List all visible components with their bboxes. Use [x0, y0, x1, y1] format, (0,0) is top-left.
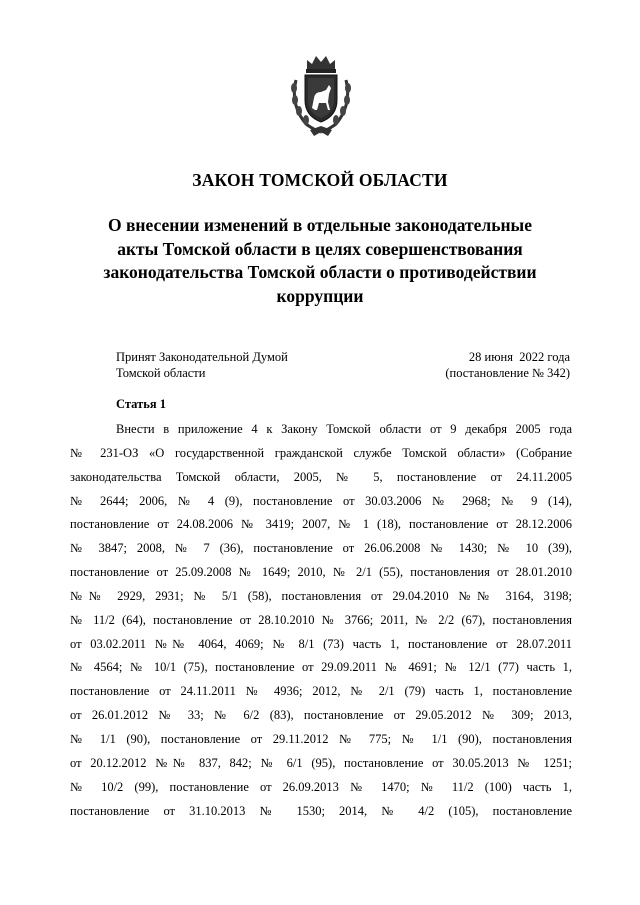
- body-line: № 4564; № 10/1 (75), постановление от 29.09.2011 № 4691; № 12/1 (77) часть 1,: [70, 660, 572, 675]
- body-line: от 03.02.2011 №№ 4064, 4069; № 8/1 (73) часть 1, постановление от 28.07.2011: [70, 636, 572, 651]
- body-line: постановление от 31.10.2013 № 1530; 2014, № 4/2 (105), постановление: [70, 803, 572, 818]
- tomsk-region-coat-of-arms-icon: [288, 50, 354, 136]
- law-subtitle: [70, 214, 570, 308]
- article-heading: Статья 1: [116, 397, 166, 411]
- adoption-date-line: 28 июня 2022 года: [468, 350, 570, 364]
- body-line: постановление от 24.11.2011 № 4936; 2012, № 2/1 (79) часть 1, постановление: [70, 684, 572, 699]
- law-title: ЗАКОН ТОМСКОЙ ОБЛАСТИ: [192, 170, 448, 190]
- body-line: Внести в приложение 4 к Закону Томской области от 9 декабря 2005 года: [116, 422, 572, 436]
- subtitle-line: законодательства Томской области о противодействии: [103, 262, 537, 282]
- body-line: постановление от 24.08.2006 № 3419; 2007, № 1 (18), постановление от 28.12.2006: [70, 517, 572, 532]
- body-line: №№ 2929, 2931; № 5/1 (58), постановления от 29.04.2010 №№ 3164, 3198;: [70, 588, 572, 603]
- body-line: № 11/2 (64), постановление от 28.10.2010 № 3766; 2011, № 2/2 (67), постановления: [70, 612, 572, 627]
- body-line: № 3847; 2008, № 7 (36), постановление от 26.06.2008 № 1430; № 10 (39),: [70, 541, 572, 556]
- adoption-date: [445, 349, 570, 381]
- body-line: № 2644; 2006, № 4 (9), постановление от 30.03.2006 № 2968; № 9 (14),: [70, 493, 572, 508]
- body-line: № 1/1 (90), постановление от 29.11.2012 № 775; № 1/1 (90), постановления: [70, 731, 572, 746]
- body-line: постановление от 25.09.2008 № 1649; 2010, № 2/1 (55), постановления от 28.01.2010: [70, 565, 572, 580]
- body-line: № 10/2 (99), постановление от 26.09.2013 № 1470; № 11/2 (100) часть 1,: [70, 779, 572, 794]
- body-line: от 20.12.2012 №№ 837, 842; № 6/1 (95), постановление от 30.05.2013 № 1251;: [70, 755, 572, 770]
- article-body: [70, 418, 572, 823]
- adopted-by-line: Принят Законодательной Думой: [116, 350, 288, 364]
- adopted-by: [116, 349, 288, 381]
- body-line: законодательства Томской области, 2005, № 5, постановление от 24.11.2005: [70, 469, 572, 484]
- resolution-number: (постановление № 342): [445, 366, 570, 380]
- subtitle-line: коррупции: [276, 285, 364, 306]
- body-line: № 231-ОЗ «О государственной гражданской службе Томской области» (Собрание: [70, 445, 572, 460]
- subtitle-line: акты Томской области в целях совершенствования: [117, 238, 523, 259]
- adopted-by-line: Томской области: [116, 366, 206, 380]
- subtitle-line: О внесении изменений в отдельные законодательные: [107, 215, 532, 235]
- body-line: от 26.01.2012 № 33; № 6/2 (83), постановление от 29.05.2012 № 309; 2013,: [70, 708, 572, 723]
